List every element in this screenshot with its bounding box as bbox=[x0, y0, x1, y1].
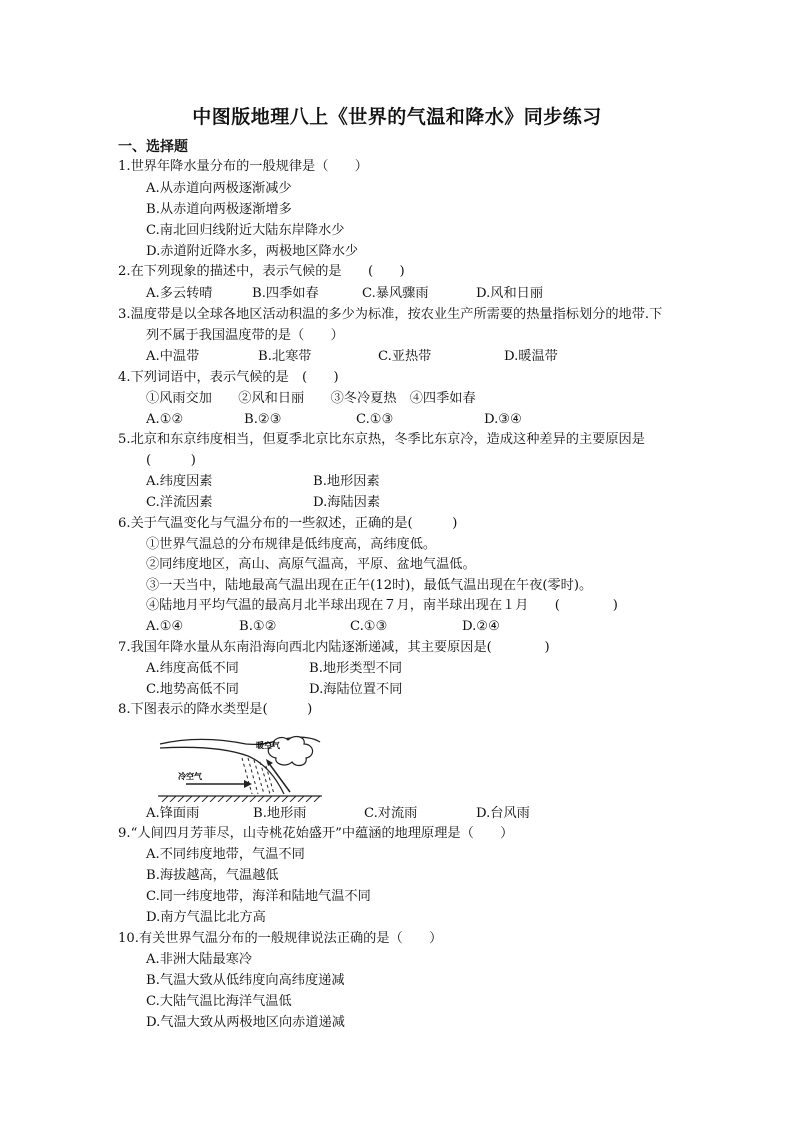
question-6-option-a: A.①④ bbox=[146, 619, 184, 634]
question-8-option-a: A.锋面雨 bbox=[146, 806, 200, 821]
question-9-option-b: B.海拔越高，气温越低 bbox=[146, 868, 279, 883]
question-3-option-b: B.北寒带 bbox=[258, 349, 312, 364]
question-2-stem: 2.在下列现象的描述中，表示气候的是 ( ) bbox=[118, 264, 405, 279]
question-6-option-c: C.①③ bbox=[350, 619, 388, 634]
cold-air-label: 冷空气 bbox=[178, 772, 202, 781]
question-6-option-b: B.①② bbox=[239, 619, 277, 634]
question-4-option-d: D.③④ bbox=[484, 412, 522, 427]
question-2-option-b: B.四季如春 bbox=[252, 286, 319, 301]
warm-air-label: 暖空气 bbox=[256, 741, 280, 750]
question-6-item-3: ③一天当中，陆地最高气温出现在正午(12时)，最低气温出现在午夜(零时)。 bbox=[146, 578, 593, 593]
question-6-item-4: ④陆地月平均气温的最高月北半球出现在７月，南半球出现在１月 ( ) bbox=[146, 598, 618, 613]
cold-air-arrowhead bbox=[244, 780, 252, 788]
question-5-option-a: A.纬度因素 bbox=[146, 474, 213, 489]
question-9-option-c: C.同一纬度地带，海洋和陆地气温不同 bbox=[146, 889, 371, 904]
question-10-option-c: C.大陆气温比海洋气温低 bbox=[146, 994, 292, 1009]
question-4-stem: 4.下列词语中，表示气候的是 ( ) bbox=[118, 370, 339, 385]
question-7-option-d: D.海陆位置不同 bbox=[309, 682, 403, 697]
frontal-rain-diagram bbox=[156, 732, 324, 802]
question-8-stem: 8.下图表示的降水类型是( ) bbox=[118, 702, 313, 717]
question-1-option-c: C.南北回归线附近大陆东岸降水少 bbox=[146, 223, 345, 238]
warm-air-arrow bbox=[268, 762, 290, 792]
question-1-option-d: D.赤道附近降水多，两极地区降水少 bbox=[146, 244, 359, 259]
page-title: 中图版地理八上《世界的气温和降水》同步练习 bbox=[192, 106, 602, 128]
question-7-option-c: C.地势高低不同 bbox=[146, 682, 239, 697]
question-3-option-d: D.暖温带 bbox=[504, 349, 558, 364]
question-1-option-a: A.从赤道向两极逐渐减少 bbox=[146, 181, 292, 196]
question-6-stem: 6.关于气温变化与气温分布的一些叙述，正确的是( ) bbox=[118, 516, 458, 531]
section-heading: 一、选择题 bbox=[118, 139, 188, 155]
question-10-stem: 10.有关世界气温分布的一般规律说法正确的是（ ） bbox=[118, 931, 443, 946]
question-1-stem: 1.世界年降水量分布的一般规律是（ ） bbox=[118, 159, 368, 174]
question-1-option-b: B.从赤道向两极逐渐增多 bbox=[146, 202, 292, 217]
question-6-option-d: D.②④ bbox=[462, 619, 500, 634]
question-2-option-a: A.多云转晴 bbox=[146, 286, 213, 301]
question-2-option-c: C.暴风骤雨 bbox=[362, 286, 429, 301]
question-3-option-c: C.亚热带 bbox=[378, 349, 432, 364]
question-2-option-d: D.风和日丽 bbox=[476, 286, 544, 301]
question-4-option-b: B.②③ bbox=[244, 412, 282, 427]
question-8-option-c: C.对流雨 bbox=[364, 806, 418, 821]
question-9-stem: 9.“人间四月芳菲尽，山寺桃花始盛开”中蕴涵的地理原理是（ ） bbox=[118, 826, 514, 841]
question-10-option-b: B.气温大致从低纬度向高纬度递减 bbox=[146, 973, 345, 988]
question-4-items: ①风雨交加 ②风和日丽 ③冬冷夏热 ④四季如春 bbox=[146, 391, 476, 406]
question-4-option-c: C.①③ bbox=[356, 412, 394, 427]
question-7-stem: 7.我国年降水量从东南沿海向西北内陆逐渐递减，其主要原因是( ) bbox=[118, 640, 550, 655]
question-3-stem-continued: 列不属于我国温度带的是（ ） bbox=[146, 328, 344, 343]
question-5-stem-continued: ( ) bbox=[146, 453, 196, 468]
question-3-option-a: A.中温带 bbox=[146, 349, 200, 364]
frontal-surface bbox=[160, 747, 284, 794]
question-5-stem: 5.北京和东京纬度相当，但夏季北京比东京热，冬季比东京冷，造成这种差异的主要原因是 bbox=[118, 432, 645, 447]
warm-air-arrowhead bbox=[266, 759, 273, 766]
question-4-option-a: A.①② bbox=[146, 412, 184, 427]
question-5-option-c: C.洋流因素 bbox=[146, 495, 213, 510]
question-9-option-d: D.南方气温比北方高 bbox=[146, 910, 266, 925]
question-8-option-d: D.台风雨 bbox=[476, 806, 530, 821]
question-5-option-d: D.海陆因素 bbox=[313, 495, 381, 510]
question-3-stem: 3.温度带是以全球各地区活动积温的多少为标准，按农业生产所需要的热量指标划分的地带.下 bbox=[118, 307, 663, 322]
question-9-option-a: A.不同纬度地带，气温不同 bbox=[146, 847, 305, 862]
question-10-option-a: A.非洲大陆最寒冷 bbox=[146, 952, 253, 967]
question-5-option-b: B.地形因素 bbox=[313, 474, 380, 489]
question-10-option-d: D.气温大致从两极地区向赤道递减 bbox=[146, 1015, 345, 1030]
ground-hatching bbox=[162, 796, 320, 802]
question-6-item-1: ①世界气温总的分布规律是低纬度高，高纬度低。 bbox=[146, 537, 437, 552]
question-7-option-a: A.纬度高低不同 bbox=[146, 661, 239, 676]
question-7-option-b: B.地形类型不同 bbox=[309, 661, 403, 676]
question-6-item-2: ②同纬度地区，高山、高原气温高，平原、盆地气温低。 bbox=[146, 557, 476, 572]
question-8-option-b: B.地形雨 bbox=[253, 806, 307, 821]
